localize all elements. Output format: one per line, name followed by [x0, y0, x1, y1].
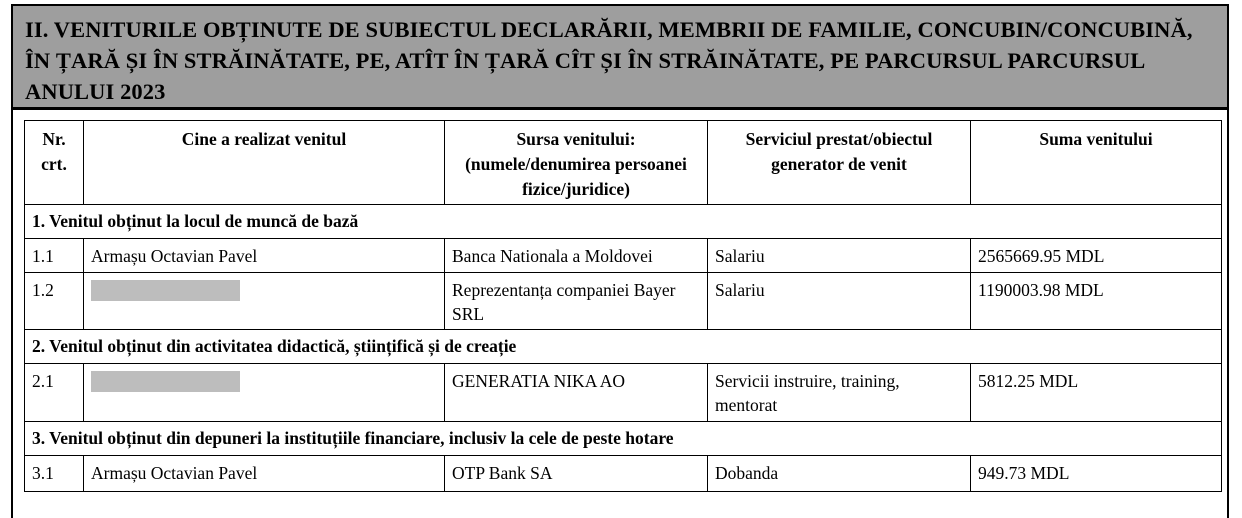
row-service: Salariu [708, 239, 971, 273]
row-who: Armașu Octavian Pavel [84, 456, 445, 492]
col-header-who: Cine a realizat venitul [84, 121, 445, 205]
row-amount: 2565669.95 MDL [971, 239, 1222, 273]
table-row [25, 364, 1222, 422]
category-title: 3. Venitul obținut din depuneri la instituțiile financiare, inclusiv la cele de peste hotare [25, 422, 1222, 456]
redacted-name [91, 280, 240, 301]
category-row [25, 422, 1222, 456]
col-header-source: Sursa venitului: (numele/denumirea persoanei fizice/juridice) [445, 121, 708, 205]
row-amount: 1190003.98 MDL [971, 273, 1222, 330]
row-amount: 949.73 MDL [971, 456, 1222, 492]
row-source: Reprezentanța companiei Bayer SRL [445, 273, 708, 330]
category-row [25, 330, 1222, 364]
row-who [84, 273, 445, 330]
col-header-service: Serviciul prestat/obiectul generator de venit [708, 121, 971, 205]
category-title: 1. Venitul obținut la locul de muncă de bază [25, 205, 1222, 239]
section-title: II. VENITURILE OBȚINUTE DE SUBIECTUL DECLARĂRII, MEMBRII DE FAMILIE, CONCUBIN/CONCUBINĂ, ÎN ȚARĂ ȘI ÎN STRĂINĂTATE, PE, ATÎT ÎN ȚARĂ CÎT ȘI ÎN STRĂINĂTATE, PE PARCURSUL PARCURSUL ANULUI 2023 [11, 4, 1229, 110]
row-who [84, 364, 445, 422]
table-row [25, 456, 1222, 492]
row-nr: 1.2 [25, 273, 84, 330]
table-row [25, 273, 1222, 330]
row-service: Dobanda [708, 456, 971, 492]
row-source: Banca Nationala a Moldovei [445, 239, 708, 273]
row-service: Servicii instruire, training, mentorat [708, 364, 971, 422]
category-row [25, 205, 1222, 239]
row-source: GENERATIA NIKA AO [445, 364, 708, 422]
row-nr: 2.1 [25, 364, 84, 422]
row-nr: 3.1 [25, 456, 84, 492]
category-title: 2. Venitul obținut din activitatea didactică, științifică și de creație [25, 330, 1222, 364]
col-header-amount: Suma venitului [971, 121, 1222, 205]
row-service: Salariu [708, 273, 971, 330]
table-row [25, 239, 1222, 273]
table-header-row [25, 121, 1222, 205]
income-table [24, 120, 1222, 492]
row-source: OTP Bank SA [445, 456, 708, 492]
col-header-nr: Nr. crt. [25, 121, 84, 205]
row-nr: 1.1 [25, 239, 84, 273]
row-amount: 5812.25 MDL [971, 364, 1222, 422]
row-who: Armașu Octavian Pavel [84, 239, 445, 273]
redacted-name [91, 371, 240, 392]
